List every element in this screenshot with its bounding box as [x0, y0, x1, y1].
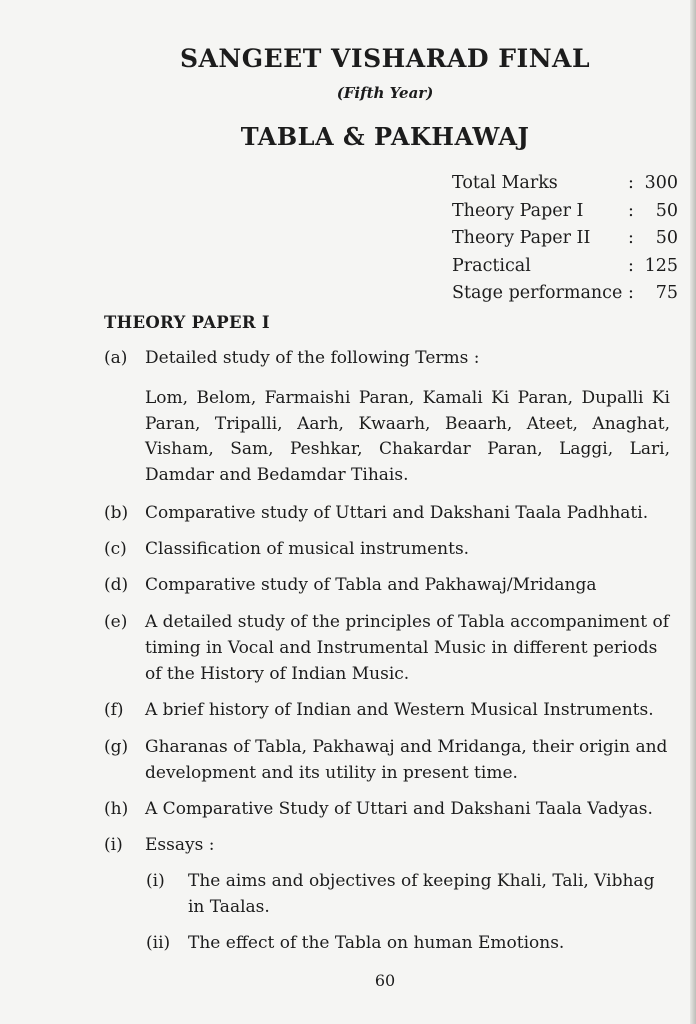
list-marker: (c) [104, 539, 127, 559]
marks-separator: : [628, 228, 634, 248]
marks-value: 75 [655, 283, 678, 303]
marks-table [452, 170, 678, 308]
list-marker: (b) [104, 503, 129, 523]
list-item-text: Essays : [145, 835, 215, 855]
list-item-text: Comparative study of Uttari and Dakshani Taala Padhhati. [145, 503, 649, 523]
list-marker: (i) [104, 835, 123, 855]
list-item-text: Gharanas of Tabla, Pakhawaj and Mridanga, their origin and [145, 737, 668, 757]
page-edge-shadow [690, 0, 696, 1024]
list-marker: (ii) [146, 933, 171, 953]
marks-label: Theory Paper I [452, 200, 584, 221]
marks-value: 50 [655, 200, 678, 221]
marks-separator: : [628, 255, 634, 276]
marks-row [452, 170, 678, 198]
list-marker: (g) [104, 737, 129, 757]
list-marker: (f) [104, 700, 124, 720]
list-marker: (a) [104, 348, 128, 368]
marks-row [452, 253, 678, 281]
list-item-text: Classification of musical instruments. [145, 539, 470, 559]
list-marker: (d) [104, 575, 129, 595]
list-item-text: in Taalas. [188, 897, 270, 917]
list-item-text: The aims and objectives of keeping Khali, Tali, Vibhag [188, 871, 655, 891]
marks-row [452, 225, 678, 253]
list-marker: (i) [146, 871, 165, 891]
marks-separator: : [628, 283, 634, 303]
list-item-text: of the History of Indian Music. [145, 664, 410, 684]
page-subtitle: (Fifth Year) [336, 84, 434, 102]
list-item-text: The effect of the Tabla on human Emotions. [188, 933, 565, 953]
list-marker: (e) [104, 612, 128, 632]
marks-label: Stage performance [452, 283, 623, 303]
marks-label: Practical [452, 255, 531, 276]
list-item-text: A Comparative Study of Uttari and Dakshani Taala Vadyas. [145, 799, 653, 819]
marks-row [452, 198, 678, 226]
list-item-text: A brief history of Indian and Western Musical Instruments. [145, 700, 654, 720]
list-item-text: Detailed study of the following Terms : [145, 348, 480, 368]
marks-separator: : [628, 173, 634, 193]
terms-paragraph: Lom, Belom, Farmaishi Paran, Kamali Ki Paran, Dupalli Ki Paran, Tripalli, Aarh, Kwaarh, Beaarh, Ateet, Anaghat, Visham, Sam, Peshkar, Chakardar Paran, Laggi, Lari, Damdar and Bedamdar Tihais. [145, 388, 670, 485]
marks-row [452, 280, 678, 308]
list-item-text: Comparative study of Tabla and Pakhawaj/Mridanga [145, 575, 597, 595]
page-title: SANGEET VISHARAD FINAL [179, 44, 591, 73]
marks-separator: : [628, 200, 634, 221]
list-item-text: timing in Vocal and Instrumental Music in different periods [145, 638, 658, 658]
list-item-text: A detailed study of the principles of Tabla accompaniment of [145, 612, 670, 632]
marks-label: Total Marks [452, 173, 558, 193]
list-marker: (h) [104, 799, 129, 819]
marks-value: 300 [644, 173, 678, 193]
subject-heading: TABLA & PAKHAWAJ [240, 122, 530, 151]
page-number: 60 [374, 971, 396, 990]
marks-value: 50 [655, 228, 678, 248]
list-item-text: development and its utility in present time. [145, 763, 518, 783]
marks-value: 125 [644, 255, 678, 276]
section-heading: THEORY PAPER I [104, 313, 270, 332]
marks-label: Theory Paper II [452, 228, 591, 248]
